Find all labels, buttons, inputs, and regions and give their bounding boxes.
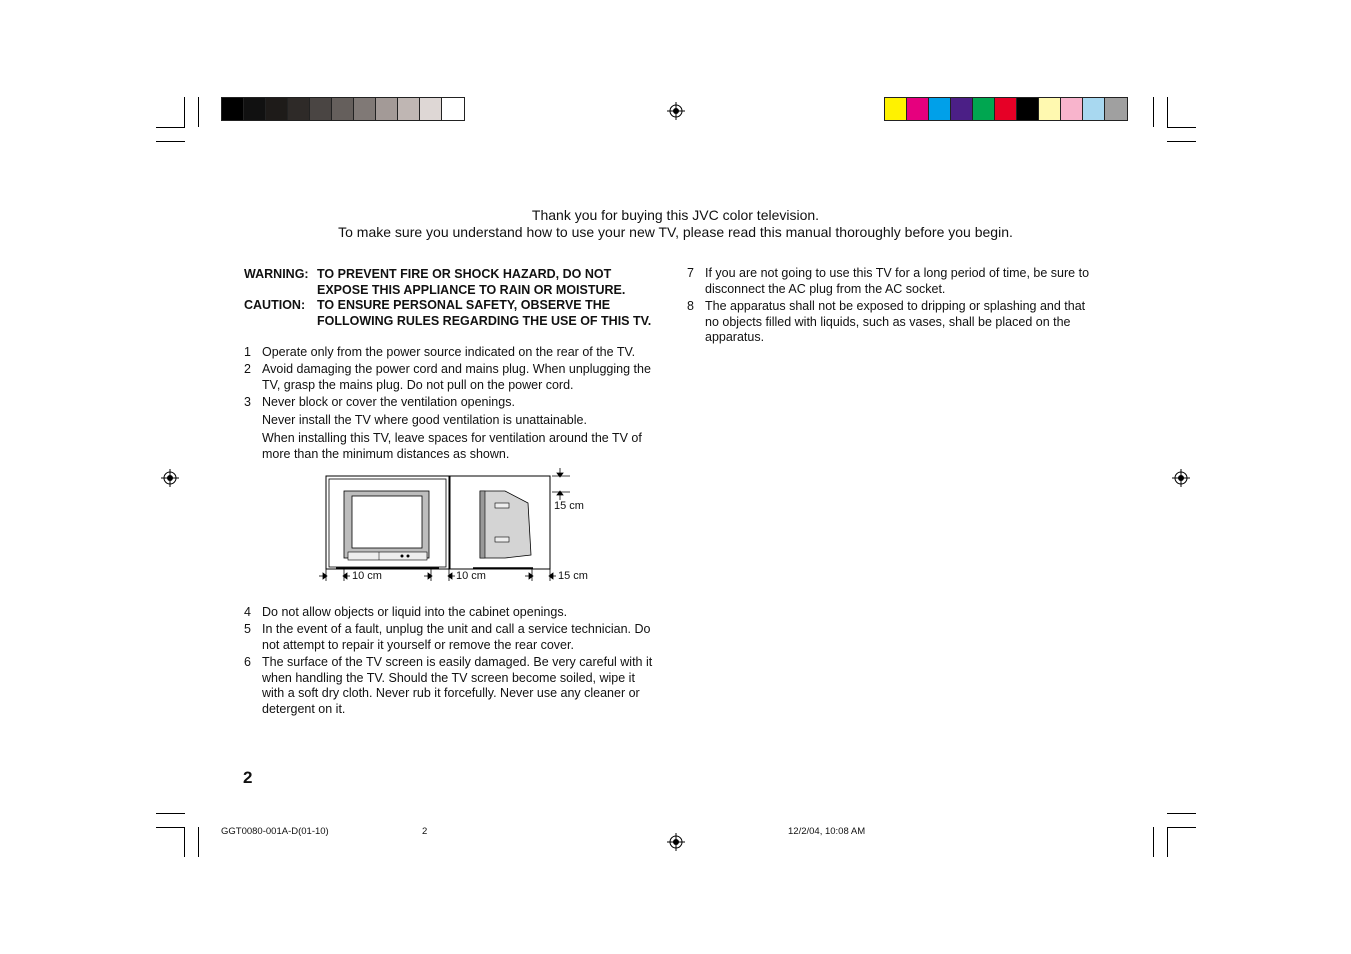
color-swatch [1017,98,1039,120]
color-swatch [398,98,420,120]
intro-line-1: Thank you for buying this JVC color television. [531,207,820,223]
tv-side-view [450,476,550,569]
tv-front-view [326,476,449,569]
warning-line-2: EXPOSE THIS APPLIANCE TO RAIN OR MOISTURE. [317,283,626,297]
registration-mark-icon [1172,469,1190,487]
color-swatch [310,98,332,120]
top-dimension [552,468,570,500]
registration-mark-icon [667,833,685,851]
footer-timestamp: 12/2/04, 10:08 AM [788,826,866,837]
color-swatch [288,98,310,120]
color-swatch [244,98,266,120]
color-swatch [1083,98,1105,120]
side-gap-label: 10 cm [456,570,486,582]
registration-mark-icon [161,469,179,487]
color-swatch [1061,98,1083,120]
warning-label: WARNING: [244,267,309,281]
left-gap-label: 10 cm [352,570,382,582]
caution-line-2: FOLLOWING RULES REGARDING THE USE OF THIS TV. [317,314,652,328]
gray-calibration-strip [221,97,465,121]
warning-line-1: TO PREVENT FIRE OR SHOCK HAZARD, DO NOT [317,267,612,281]
color-swatch [907,98,929,120]
color-swatch [354,98,376,120]
intro-line-2: To make sure you understand how to use your new TV, please read this manual thoroughly before you begin. [338,224,1013,240]
color-swatch [951,98,973,120]
color-swatch [376,98,398,120]
page-number: 2 [243,768,253,787]
color-swatch [222,98,244,120]
top-gap-label: 15 cm [554,500,584,512]
registration-mark-icon [667,102,685,120]
rear-gap-label: 15 cm [558,570,588,582]
color-swatch [1039,98,1061,120]
color-swatch [885,98,907,120]
footer-code: GGT0080-001A-D(01-10) [221,826,329,837]
color-calibration-strip [884,97,1128,121]
caution-label: CAUTION: [244,298,306,312]
color-swatch [1105,98,1127,120]
color-swatch [929,98,951,120]
color-swatch [420,98,442,120]
color-swatch [973,98,995,120]
color-swatch [332,98,354,120]
color-swatch [442,98,464,120]
color-swatch [266,98,288,120]
footer-page: 2 [422,826,428,837]
caution-line-1: TO ENSURE PERSONAL SAFETY, OBSERVE THE [317,298,611,312]
color-swatch [995,98,1017,120]
